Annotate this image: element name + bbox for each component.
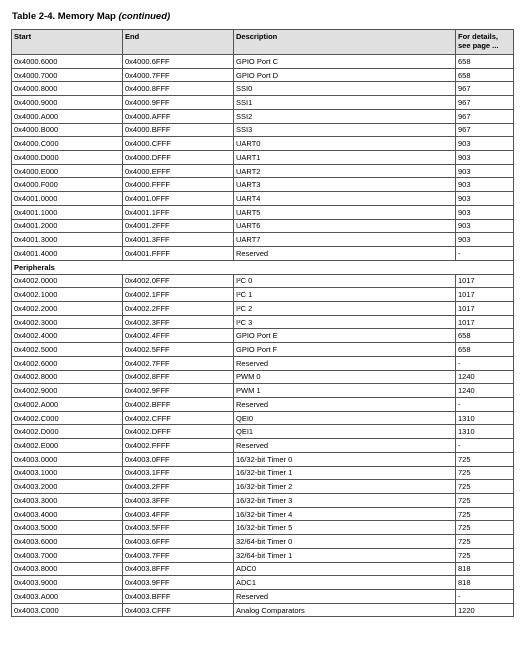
- table-row: [12, 137, 514, 151]
- description-cell: 32/64-bit Timer 1: [234, 548, 456, 562]
- description-cell: QEI1: [234, 425, 456, 439]
- table-row: [12, 590, 514, 604]
- end-cell: 0x4000.6FFF: [123, 55, 234, 69]
- page-cell: 725: [456, 507, 514, 521]
- table-row: [12, 411, 514, 425]
- end-cell: 0x4002.3FFF: [123, 315, 234, 329]
- end-cell: 0x4002.CFFF: [123, 411, 234, 425]
- start-cell: 0x4000.7000: [12, 68, 123, 82]
- table-title: [12, 11, 170, 22]
- table-row: [12, 466, 514, 480]
- start-cell: 0x4001.3000: [12, 233, 123, 247]
- end-cell: 0x4000.EFFF: [123, 164, 234, 178]
- description-cell: UART6: [234, 219, 456, 233]
- end-cell: 0x4001.0FFF: [123, 192, 234, 206]
- end-cell: 0x4003.3FFF: [123, 494, 234, 508]
- description-cell: UART0: [234, 137, 456, 151]
- table-row: [12, 452, 514, 466]
- start-cell: 0x4000.8000: [12, 82, 123, 96]
- table-row: [12, 55, 514, 69]
- start-cell: 0x4002.8000: [12, 370, 123, 384]
- table-row: [12, 205, 514, 219]
- start-cell: 0x4000.6000: [12, 55, 123, 69]
- page-cell: 658: [456, 55, 514, 69]
- description-cell: I²C 3: [234, 315, 456, 329]
- description-cell: I²C 2: [234, 301, 456, 315]
- description-cell: GPIO Port D: [234, 68, 456, 82]
- page-cell: 903: [456, 233, 514, 247]
- header-row: [12, 30, 514, 55]
- start-cell: 0x4003.6000: [12, 535, 123, 549]
- start-cell: 0x4003.1000: [12, 466, 123, 480]
- page-cell: 725: [456, 480, 514, 494]
- description-cell: 16/32-bit Timer 0: [234, 452, 456, 466]
- table-row: [12, 123, 514, 137]
- description-cell: UART7: [234, 233, 456, 247]
- table-row: [12, 315, 514, 329]
- description-cell: 16/32-bit Timer 5: [234, 521, 456, 535]
- end-cell: 0x4002.FFFF: [123, 439, 234, 453]
- table-row: [12, 562, 514, 576]
- table-row: [12, 384, 514, 398]
- table-row: [12, 274, 514, 288]
- page-cell: 903: [456, 205, 514, 219]
- description-cell: ADC0: [234, 562, 456, 576]
- description-cell: GPIO Port F: [234, 343, 456, 357]
- end-cell: 0x4003.5FFF: [123, 521, 234, 535]
- end-cell: 0x4002.BFFF: [123, 397, 234, 411]
- page-cell: 818: [456, 576, 514, 590]
- start-cell: 0x4003.2000: [12, 480, 123, 494]
- table-row: [12, 233, 514, 247]
- table-row: [12, 494, 514, 508]
- page-cell: 903: [456, 178, 514, 192]
- table-row: [12, 164, 514, 178]
- table-row: [12, 96, 514, 110]
- end-cell: 0x4003.BFFF: [123, 590, 234, 604]
- description-cell: UART5: [234, 205, 456, 219]
- description-cell: 16/32-bit Timer 3: [234, 494, 456, 508]
- page-cell: 725: [456, 535, 514, 549]
- description-cell: Reserved: [234, 356, 456, 370]
- table-row: [12, 301, 514, 315]
- page-cell: 903: [456, 192, 514, 206]
- page-cell: 658: [456, 343, 514, 357]
- page-cell: 725: [456, 494, 514, 508]
- start-cell: 0x4003.8000: [12, 562, 123, 576]
- end-cell: 0x4003.4FFF: [123, 507, 234, 521]
- page-cell: 1310: [456, 425, 514, 439]
- end-cell: 0x4003.7FFF: [123, 548, 234, 562]
- start-cell: 0x4000.9000: [12, 96, 123, 110]
- start-cell: 0x4002.C000: [12, 411, 123, 425]
- end-cell: 0x4002.0FFF: [123, 274, 234, 288]
- table-row: [12, 397, 514, 411]
- section-label: Peripherals: [12, 260, 514, 274]
- description-cell: UART2: [234, 164, 456, 178]
- page-cell: 903: [456, 137, 514, 151]
- description-cell: Reserved: [234, 590, 456, 604]
- page-cell: 1240: [456, 370, 514, 384]
- start-cell: 0x4003.7000: [12, 548, 123, 562]
- description-cell: UART3: [234, 178, 456, 192]
- header-end: End: [123, 30, 234, 55]
- start-cell: 0x4000.C000: [12, 137, 123, 151]
- page-cell: 1017: [456, 301, 514, 315]
- end-cell: 0x4002.5FFF: [123, 343, 234, 357]
- page-cell: -: [456, 356, 514, 370]
- page-cell: 658: [456, 68, 514, 82]
- table-row: [12, 370, 514, 384]
- table-row: [12, 548, 514, 562]
- end-cell: 0x4000.BFFF: [123, 123, 234, 137]
- start-cell: 0x4003.C000: [12, 603, 123, 617]
- start-cell: 0x4000.E000: [12, 164, 123, 178]
- description-cell: SSI1: [234, 96, 456, 110]
- table-row: [12, 109, 514, 123]
- table-row: [12, 535, 514, 549]
- page-cell: 967: [456, 82, 514, 96]
- end-cell: 0x4000.9FFF: [123, 96, 234, 110]
- start-cell: 0x4003.3000: [12, 494, 123, 508]
- end-cell: 0x4001.FFFF: [123, 247, 234, 261]
- end-cell: 0x4000.DFFF: [123, 151, 234, 165]
- page-cell: 1240: [456, 384, 514, 398]
- start-cell: 0x4002.2000: [12, 301, 123, 315]
- description-cell: ADC1: [234, 576, 456, 590]
- start-cell: 0x4003.5000: [12, 521, 123, 535]
- page-cell: 725: [456, 521, 514, 535]
- start-cell: 0x4003.A000: [12, 590, 123, 604]
- table-row: [12, 219, 514, 233]
- table-row: [12, 68, 514, 82]
- description-cell: 16/32-bit Timer 4: [234, 507, 456, 521]
- description-cell: SSI3: [234, 123, 456, 137]
- end-cell: 0x4000.CFFF: [123, 137, 234, 151]
- start-cell: 0x4003.4000: [12, 507, 123, 521]
- start-cell: 0x4000.B000: [12, 123, 123, 137]
- table-row: [12, 329, 514, 343]
- start-cell: 0x4001.1000: [12, 205, 123, 219]
- end-cell: 0x4003.6FFF: [123, 535, 234, 549]
- description-cell: SSI0: [234, 82, 456, 96]
- description-cell: 16/32-bit Timer 2: [234, 480, 456, 494]
- end-cell: 0x4002.DFFF: [123, 425, 234, 439]
- page-cell: 725: [456, 452, 514, 466]
- start-cell: 0x4002.9000: [12, 384, 123, 398]
- page-cell: 903: [456, 164, 514, 178]
- description-cell: 32/64-bit Timer 0: [234, 535, 456, 549]
- page-cell: 967: [456, 96, 514, 110]
- start-cell: 0x4002.5000: [12, 343, 123, 357]
- memory-map-table: [11, 29, 514, 617]
- start-cell: 0x4000.D000: [12, 151, 123, 165]
- description-cell: I²C 1: [234, 288, 456, 302]
- description-cell: 16/32-bit Timer 1: [234, 466, 456, 480]
- table-row: [12, 178, 514, 192]
- end-cell: 0x4001.3FFF: [123, 233, 234, 247]
- start-cell: 0x4002.E000: [12, 439, 123, 453]
- page-cell: 725: [456, 548, 514, 562]
- page-cell: 903: [456, 151, 514, 165]
- start-cell: 0x4002.3000: [12, 315, 123, 329]
- description-cell: UART4: [234, 192, 456, 206]
- table-row: [12, 82, 514, 96]
- table-row: [12, 192, 514, 206]
- table-row: [12, 343, 514, 357]
- table-title-text: Table 2-4. Memory Map: [12, 11, 119, 22]
- table-row: [12, 603, 514, 617]
- end-cell: 0x4002.8FFF: [123, 370, 234, 384]
- table-row: [12, 507, 514, 521]
- description-cell: I²C 0: [234, 274, 456, 288]
- table-row: [12, 425, 514, 439]
- page-cell: -: [456, 439, 514, 453]
- end-cell: 0x4002.9FFF: [123, 384, 234, 398]
- table-row: [12, 521, 514, 535]
- description-cell: PWM 0: [234, 370, 456, 384]
- description-cell: QEI0: [234, 411, 456, 425]
- description-cell: SSI2: [234, 109, 456, 123]
- page-cell: 658: [456, 329, 514, 343]
- page-cell: -: [456, 590, 514, 604]
- end-cell: 0x4000.AFFF: [123, 109, 234, 123]
- table-row: [12, 576, 514, 590]
- start-cell: 0x4002.0000: [12, 274, 123, 288]
- table-row: [12, 288, 514, 302]
- description-cell: GPIO Port C: [234, 55, 456, 69]
- description-cell: Reserved: [234, 439, 456, 453]
- table-body: [12, 55, 514, 617]
- header-start: Start: [12, 30, 123, 55]
- page-cell: 725: [456, 466, 514, 480]
- page-cell: 1017: [456, 315, 514, 329]
- header-details-page: For details, see page ...: [456, 30, 514, 55]
- description-cell: Reserved: [234, 247, 456, 261]
- page-cell: 967: [456, 109, 514, 123]
- end-cell: 0x4003.2FFF: [123, 480, 234, 494]
- page-cell: 818: [456, 562, 514, 576]
- page-cell: 1310: [456, 411, 514, 425]
- start-cell: 0x4002.1000: [12, 288, 123, 302]
- start-cell: 0x4003.9000: [12, 576, 123, 590]
- table-row: [12, 151, 514, 165]
- description-cell: PWM 1: [234, 384, 456, 398]
- section-row: [12, 260, 514, 274]
- start-cell: 0x4000.F000: [12, 178, 123, 192]
- end-cell: 0x4002.7FFF: [123, 356, 234, 370]
- page-cell: -: [456, 397, 514, 411]
- table-row: [12, 480, 514, 494]
- header-description: Description: [234, 30, 456, 55]
- end-cell: 0x4002.2FFF: [123, 301, 234, 315]
- page-cell: 1220: [456, 603, 514, 617]
- page-cell: 903: [456, 219, 514, 233]
- start-cell: 0x4002.A000: [12, 397, 123, 411]
- end-cell: 0x4000.8FFF: [123, 82, 234, 96]
- end-cell: 0x4001.2FFF: [123, 219, 234, 233]
- page-cell: 1017: [456, 274, 514, 288]
- table-title-continued: (continued): [118, 11, 171, 22]
- end-cell: 0x4003.8FFF: [123, 562, 234, 576]
- description-cell: UART1: [234, 151, 456, 165]
- end-cell: 0x4001.1FFF: [123, 205, 234, 219]
- page-cell: -: [456, 247, 514, 261]
- end-cell: 0x4000.FFFF: [123, 178, 234, 192]
- end-cell: 0x4003.CFFF: [123, 603, 234, 617]
- start-cell: 0x4003.0000: [12, 452, 123, 466]
- start-cell: 0x4000.A000: [12, 109, 123, 123]
- start-cell: 0x4002.6000: [12, 356, 123, 370]
- start-cell: 0x4002.D000: [12, 425, 123, 439]
- end-cell: 0x4003.1FFF: [123, 466, 234, 480]
- start-cell: 0x4002.4000: [12, 329, 123, 343]
- start-cell: 0x4001.2000: [12, 219, 123, 233]
- page-cell: 1017: [456, 288, 514, 302]
- end-cell: 0x4002.4FFF: [123, 329, 234, 343]
- description-cell: Reserved: [234, 397, 456, 411]
- table-row: [12, 439, 514, 453]
- end-cell: 0x4003.9FFF: [123, 576, 234, 590]
- end-cell: 0x4000.7FFF: [123, 68, 234, 82]
- table-row: [12, 356, 514, 370]
- description-cell: Analog Comparators: [234, 603, 456, 617]
- end-cell: 0x4002.1FFF: [123, 288, 234, 302]
- description-cell: GPIO Port E: [234, 329, 456, 343]
- start-cell: 0x4001.4000: [12, 247, 123, 261]
- end-cell: 0x4003.0FFF: [123, 452, 234, 466]
- start-cell: 0x4001.0000: [12, 192, 123, 206]
- table-row: [12, 247, 514, 261]
- page-cell: 967: [456, 123, 514, 137]
